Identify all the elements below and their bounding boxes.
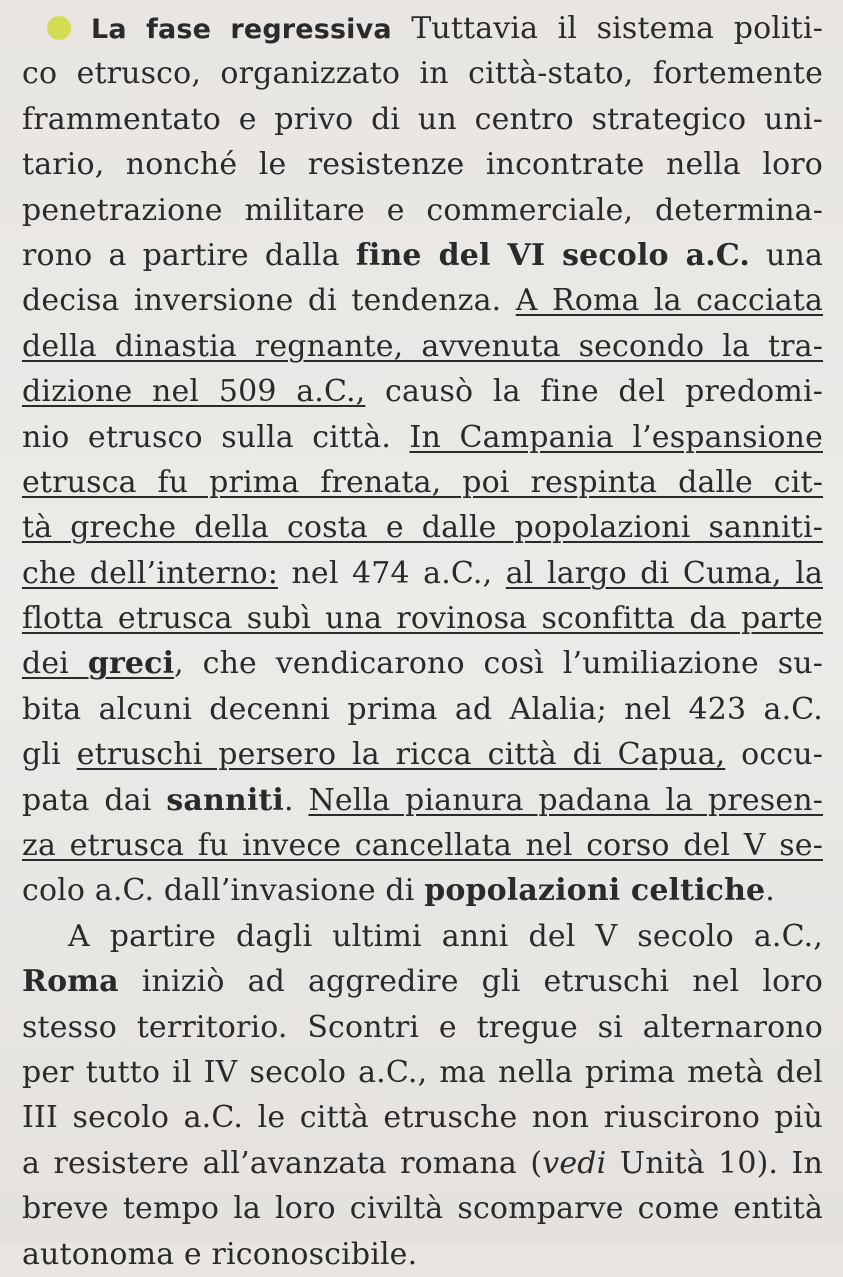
text-line [22,868,823,913]
text-line [22,687,823,732]
text-line [22,1232,823,1277]
text-line [22,596,823,641]
text-run-bold: popolazioni celtiche [424,873,766,909]
text-run-underline: In Campania l’espansione [409,419,823,455]
text-run-underline: dei [22,646,88,682]
text-line [22,551,823,596]
text-run-bold: Roma [22,964,119,1000]
text-line [22,369,823,414]
text-line [22,778,823,823]
text-run: tario, nonché le resistenze incontrate nella loro [22,147,823,183]
text-run-bold-underline: greci [87,646,175,682]
text-run-italic: vedi [542,1145,607,1181]
text-run-underline: dizione nel 509 a.C., [22,374,366,410]
text-run: iniziò ad aggredire gli etruschi nel loro [118,964,823,1000]
text-run: Tuttavia il sistema politi- [391,11,824,46]
text-run: stesso territorio. Scontri e tregue si alternarono [22,1009,823,1045]
text-run: bita alcuni decenni prima ad Alalia; nel 423 a.C. [22,691,823,727]
text-line [22,142,823,187]
text-line [22,97,823,142]
text-line [22,460,823,505]
section-bullet-icon [47,16,71,40]
text-line [22,233,823,278]
text-line [22,188,823,233]
text-body [22,6,823,1277]
text-run: a resistere all’avanzata romana ( [22,1145,543,1181]
text-run: pata dai [22,782,167,818]
text-run-underline: A Roma la cacciata [515,283,823,319]
text-run-underline: della dinastia regnante, avvenuta secondo la tra- [22,328,823,364]
text-run: nel 474 a.C., [277,555,506,591]
text-line [22,732,823,777]
paragraph [22,6,823,914]
text-run: . [283,782,309,818]
text-line [22,1095,823,1140]
text-run: A partire dagli ultimi anni del V secolo a.C., [68,918,823,954]
text-line [22,505,823,550]
text-run-bold: sanniti [166,782,284,818]
text-line [22,1141,823,1186]
text-run: co etrusco, organizzato in città-stato, fortemente [22,56,823,92]
text-run: . [765,873,775,909]
text-run: rono a partire dalla [22,237,356,273]
text-run-underline: che dell’interno: [22,555,278,591]
text-line [22,1005,823,1050]
text-run: una [749,237,823,273]
text-run-underline: etrusca fu prima frenata, poi respinta dalle cit- [22,464,823,500]
text-line [22,1050,823,1095]
text-run: occu- [725,737,824,773]
text-line [22,324,823,369]
text-run-bold: fine del VI secolo a.C. [355,237,750,273]
paragraph [22,914,823,1277]
text-line [22,278,823,323]
text-run: colo a.C. dall’invasione di [22,873,425,909]
text-run: autonoma e riconoscibile. [22,1236,418,1272]
text-run-underline: za etrusca fu invece cancellata nel corso del V se- [22,828,823,864]
text-run: , che vendicarono così l’umiliazione su- [174,646,823,682]
text-run: penetrazione militare e commerciale, determina- [22,192,823,228]
text-line [22,959,823,1004]
text-run: nio etrusco sulla città. [22,419,410,455]
text-line [22,823,823,868]
text-run-sans-bold: La fase regressiva [91,14,392,45]
text-line [22,51,823,96]
text-run: decisa inversione di tendenza. [22,283,516,319]
text-run-underline: Nella pianura padana la presen- [308,782,824,818]
text-run: III secolo a.C. le città etrusche non riuscirono più [22,1100,823,1136]
text-run-underline: flotta etrusca subì una rovinosa sconfitta da parte [22,601,823,637]
text-line [22,6,823,51]
text-run: breve tempo la loro civiltà scomparve come entità [22,1191,823,1227]
text-run: causò la fine del predomi- [365,374,824,410]
text-line [22,641,823,686]
text-run-underline: tà greche della costa e dalle popolazioni sanniti- [22,510,823,546]
text-run: per tutto il IV secolo a.C., ma nella prima metà del [22,1054,823,1090]
text-run-underline: al largo di Cuma, la [505,555,823,591]
text-run: frammentato e privo di un centro strategico uni- [22,101,823,137]
text-line [22,415,823,460]
text-run: gli [22,737,77,773]
text-line [22,1186,823,1231]
text-run-underline: etruschi persero la ricca città di Capua, [76,737,726,773]
text-line [22,914,823,959]
text-run: Unità 10). In [606,1145,824,1181]
